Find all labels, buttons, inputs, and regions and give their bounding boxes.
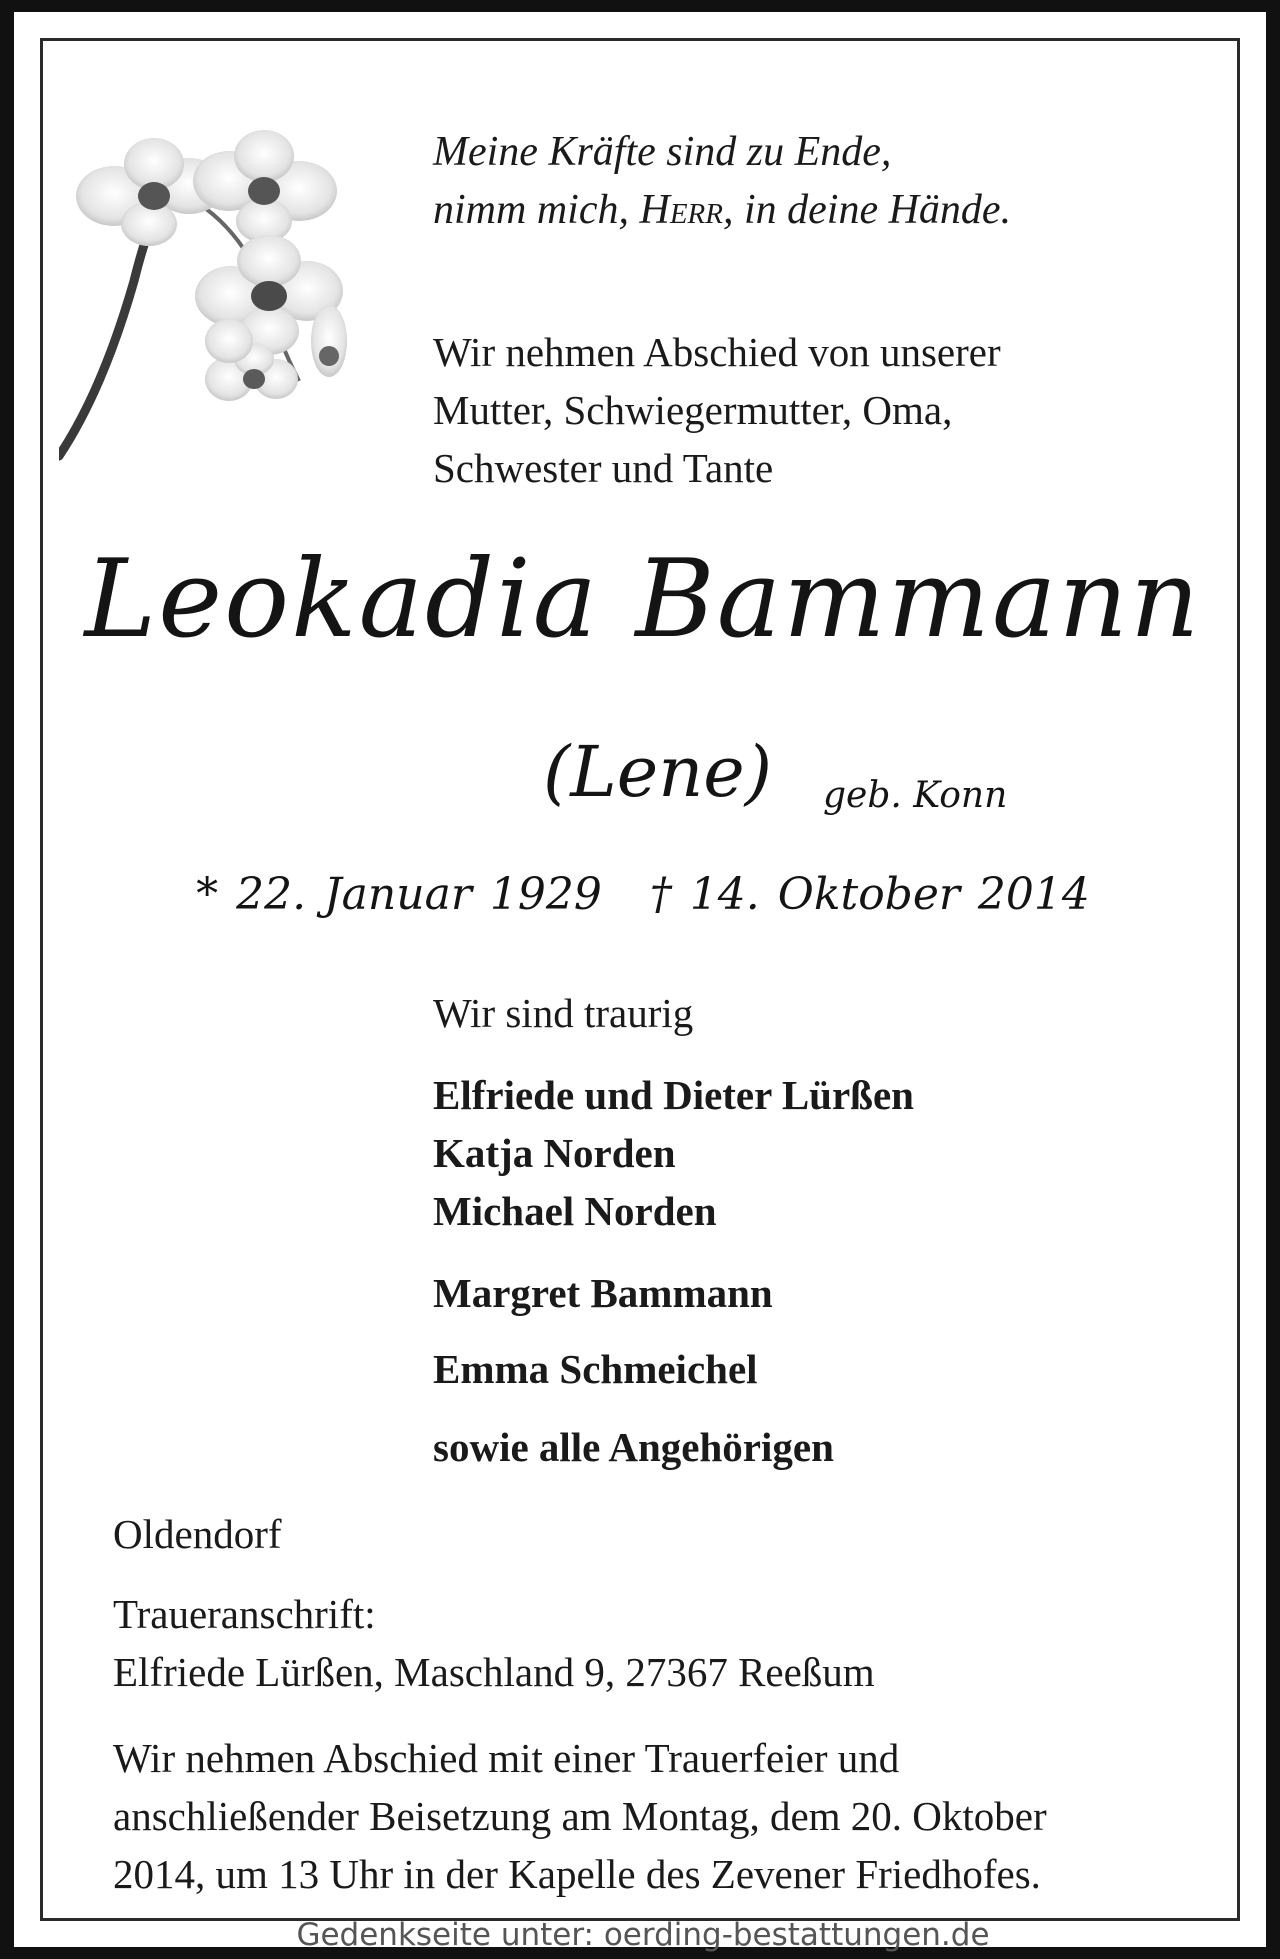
verse-line-1: Meine Kräfte sind zu Ende,: [433, 129, 892, 175]
mourner-name: Katja Norden: [433, 1130, 676, 1176]
mourner-name: Emma Schmeichel: [433, 1346, 758, 1392]
service-line-3: 2014, um 13 Uhr in der Kapelle des Zevener Friedhofes.: [113, 1851, 1041, 1897]
service-line-2: anschließender Beisetzung am Montag, dem 20. Oktober: [113, 1793, 1047, 1839]
birth-name: geb. Konn: [823, 775, 1008, 816]
birth-date: * 22. Januar 1929: [196, 869, 602, 920]
address-block: [113, 1585, 875, 1701]
deceased-nickname: (Lene): [543, 731, 773, 813]
service-info: [113, 1729, 1047, 1903]
memorial-page-link[interactable]: Gedenkseite unter: oerding-bestattungen.de: [296, 1917, 990, 1953]
mourner-name: Elfriede und Dieter Lürßen: [433, 1072, 914, 1118]
verse-line-2: [433, 181, 1011, 239]
mourner-name: Margret Bammann: [433, 1270, 773, 1316]
verse-text: nimm mich,: [433, 187, 640, 233]
orchid-image: [59, 111, 389, 471]
life-dates: [43, 869, 1243, 920]
address-label: Traueranschrift:: [113, 1591, 376, 1637]
intro-line-2: Mutter, Schwiegermutter, Oma,: [433, 387, 953, 433]
obituary-frame: [40, 38, 1240, 1953]
mourner-name: Michael Norden: [433, 1188, 717, 1234]
address-value: Elfriede Lürßen, Maschland 9, 27367 Reeßum: [113, 1649, 875, 1695]
bible-verse: [433, 123, 1011, 239]
verse-herr: Herr: [639, 187, 723, 233]
mourners-intro: Wir sind traurig: [433, 990, 694, 1036]
death-date: † 14. Oktober 2014: [649, 869, 1090, 920]
intro-text: [433, 323, 1001, 497]
mourner-name: sowie alle Angehörigen: [433, 1424, 834, 1470]
verse-text: , in deine Hände.: [722, 187, 1012, 233]
deceased-name: Leokadia Bammann: [84, 537, 1202, 662]
intro-line-1: Wir nehmen Abschied von unserer: [433, 329, 1001, 375]
service-line-1: Wir nehmen Abschied mit einer Trauerfeier und: [113, 1735, 900, 1781]
intro-line-3: Schwester und Tante: [433, 445, 774, 491]
place: Oldendorf: [113, 1511, 282, 1557]
